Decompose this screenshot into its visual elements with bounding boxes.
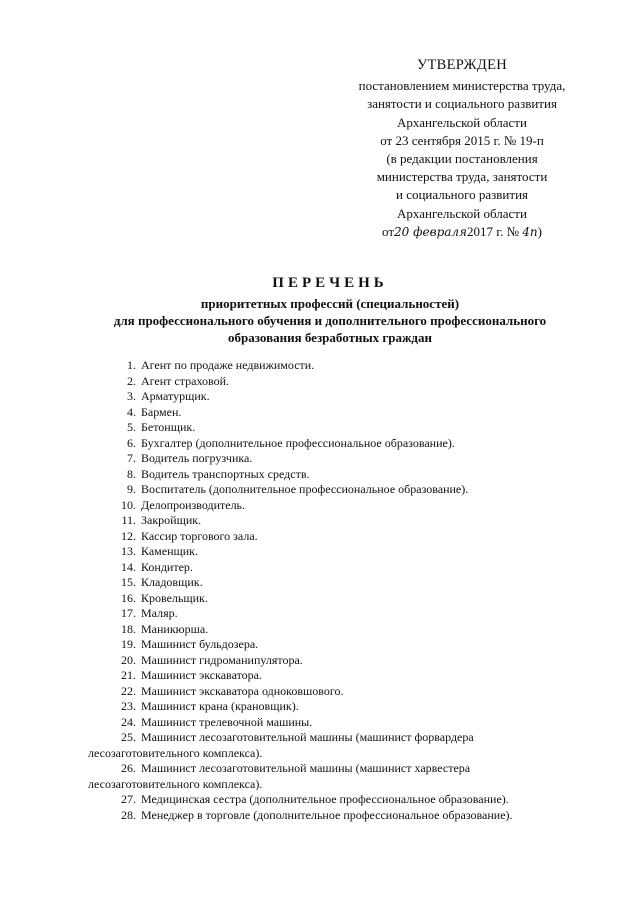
document-subtitle-line: приоритетных профессий (специальностей)	[200, 296, 460, 311]
list-item-text: Закройщик.	[141, 513, 202, 527]
approval-line: постановлением министерства труда,	[358, 78, 566, 94]
list-item-text: Кровельщик.	[141, 590, 208, 605]
document-title: ПЕРЕЧЕНЬ	[272, 275, 388, 291]
list-item-number: 10.	[121, 497, 136, 512]
list-item-number: 23.	[121, 699, 136, 713]
list-item-number: 18.	[121, 621, 136, 636]
list-item-text: Машинист лесозаготовительной машины (машинист форвардера	[141, 730, 474, 744]
handwritten-number: 4п	[522, 224, 538, 239]
list-item	[88, 653, 588, 669]
approval-line: и социального развития	[395, 187, 529, 203]
approval-line: от 23 сентября 2015 г. № 19-п	[380, 132, 544, 148]
list-item	[88, 715, 588, 731]
list-item-text: Бухгалтер (дополнительное профессиональное образование).	[141, 435, 455, 450]
list-item-text: Кондитер.	[141, 559, 193, 574]
list-item-number: 22.	[121, 683, 136, 698]
list-item	[88, 498, 588, 514]
list-item-number: 1.	[127, 358, 136, 372]
list-item-number: 9.	[127, 482, 136, 496]
approval-line: занятости и социального развития	[367, 96, 557, 112]
document-subtitle-line: для профессионального обучения и дополнительного профессионального	[113, 313, 547, 328]
list-item-text: Каменщик.	[141, 544, 199, 558]
list-item-number: 2.	[127, 373, 136, 388]
handwritten-date: 20 февраля	[394, 224, 467, 239]
list-item	[88, 560, 588, 576]
list-item-text: Водитель погрузчика.	[141, 451, 253, 465]
list-item	[88, 544, 588, 560]
list-item-text: Водитель транспортных средств.	[141, 466, 310, 481]
list-item-number: 26.	[121, 761, 136, 775]
list-item-text: Воспитатель (дополнительное профессиональное образование).	[141, 482, 469, 496]
list-item-number: 21.	[121, 668, 136, 682]
list-item-text: Машинист лесозаготовительной машины (машинист харвестера	[141, 761, 471, 775]
list-item-number: 4.	[127, 404, 136, 419]
list-item-text: Бармен.	[141, 404, 182, 419]
list-item	[88, 684, 588, 700]
list-item-number: 25.	[121, 730, 136, 744]
list-item-text: Машинист бульдозера.	[141, 637, 259, 651]
list-item	[88, 808, 588, 824]
list-item-text: Кассир торгового зала.	[141, 528, 258, 543]
list-item-number: 19.	[121, 637, 136, 651]
list-item-number: 17.	[121, 606, 136, 620]
list-item-number: 28.	[121, 807, 136, 822]
list-item	[88, 575, 588, 591]
list-item	[88, 358, 588, 374]
list-item-number: 14.	[121, 559, 136, 574]
list-item-number: 27.	[121, 792, 136, 806]
list-item	[88, 451, 588, 467]
list-item-number: 11.	[121, 513, 136, 527]
list-item	[88, 606, 588, 622]
list-item-text: Машинист экскаватора.	[141, 668, 262, 682]
document-subtitle-line: образования безработных граждан	[228, 330, 432, 345]
list-item-text: Делопроизводитель.	[141, 497, 246, 512]
list-item-number: 8.	[127, 466, 136, 481]
approval-last-prefix: от	[382, 223, 395, 239]
approval-title: УТВЕРЖДЕН	[416, 57, 508, 73]
approval-line: министерства труда, занятости	[376, 169, 548, 185]
list-item-number: 12.	[121, 528, 136, 543]
list-item-text: Арматурщик.	[141, 389, 210, 403]
list-item-number: 3.	[127, 389, 136, 403]
list-item-text: Агент по продаже недвижимости.	[141, 358, 315, 372]
approval-line: (в редакции постановления	[386, 151, 538, 167]
list-item-text: Бетонщик.	[141, 420, 196, 434]
list-item	[88, 513, 588, 529]
list-item	[88, 792, 588, 808]
approval-line: Архангельской области	[397, 205, 527, 221]
list-item	[88, 529, 588, 545]
approval-line: Архангельской области	[397, 114, 527, 130]
list-item-text: Кладовщик.	[141, 575, 203, 589]
approval-block	[330, 56, 594, 241]
list-item-continuation: лесозаготовительного комплекса).	[88, 776, 263, 791]
list-item-text: Менеджер в торговле (дополнительное профессиональное образование).	[141, 807, 513, 822]
list-item-number: 24.	[121, 714, 136, 729]
list-item	[88, 482, 588, 498]
list-item-text: Агент страховой.	[141, 373, 230, 388]
list-item-text: Машинист экскаватора одноковшового.	[141, 683, 344, 698]
list-item	[88, 637, 588, 653]
list-item	[88, 699, 588, 715]
list-item	[88, 668, 588, 684]
list-item	[88, 389, 588, 405]
list-item	[88, 467, 588, 483]
list-item-number: 16.	[121, 590, 136, 605]
approval-last-line	[330, 223, 594, 241]
approval-last-suffix: )	[537, 223, 542, 239]
list-item	[88, 405, 588, 421]
list-item	[88, 374, 588, 390]
list-item-text: Маникюрша.	[141, 621, 209, 636]
list-item-number: 7.	[127, 451, 136, 465]
list-item-number: 20.	[121, 652, 136, 667]
list-item-number: 5.	[127, 420, 136, 434]
list-item-text: Маляр.	[141, 606, 178, 620]
list-item-number: 13.	[121, 544, 136, 558]
list-item-text: Машинист гидроманипулятора.	[141, 652, 303, 667]
list-item-text: Машинист крана (крановщик).	[141, 699, 299, 713]
document-heading	[80, 275, 580, 346]
list-item	[88, 730, 588, 761]
list-item-number: 6.	[127, 435, 136, 450]
list-item	[88, 420, 588, 436]
list-item-number: 15.	[121, 575, 136, 589]
list-item-text: Медицинская сестра (дополнительное профессиональное образование).	[141, 792, 509, 806]
list-item-continuation: лесозаготовительного комплекса).	[88, 745, 263, 760]
approval-last-middle: 2017 г. №	[467, 223, 520, 239]
list-item	[88, 436, 588, 452]
list-item	[88, 591, 588, 607]
professions-list	[88, 358, 588, 823]
list-item	[88, 761, 588, 792]
list-item	[88, 622, 588, 638]
list-item-text: Машинист трелевочной машины.	[141, 714, 313, 729]
